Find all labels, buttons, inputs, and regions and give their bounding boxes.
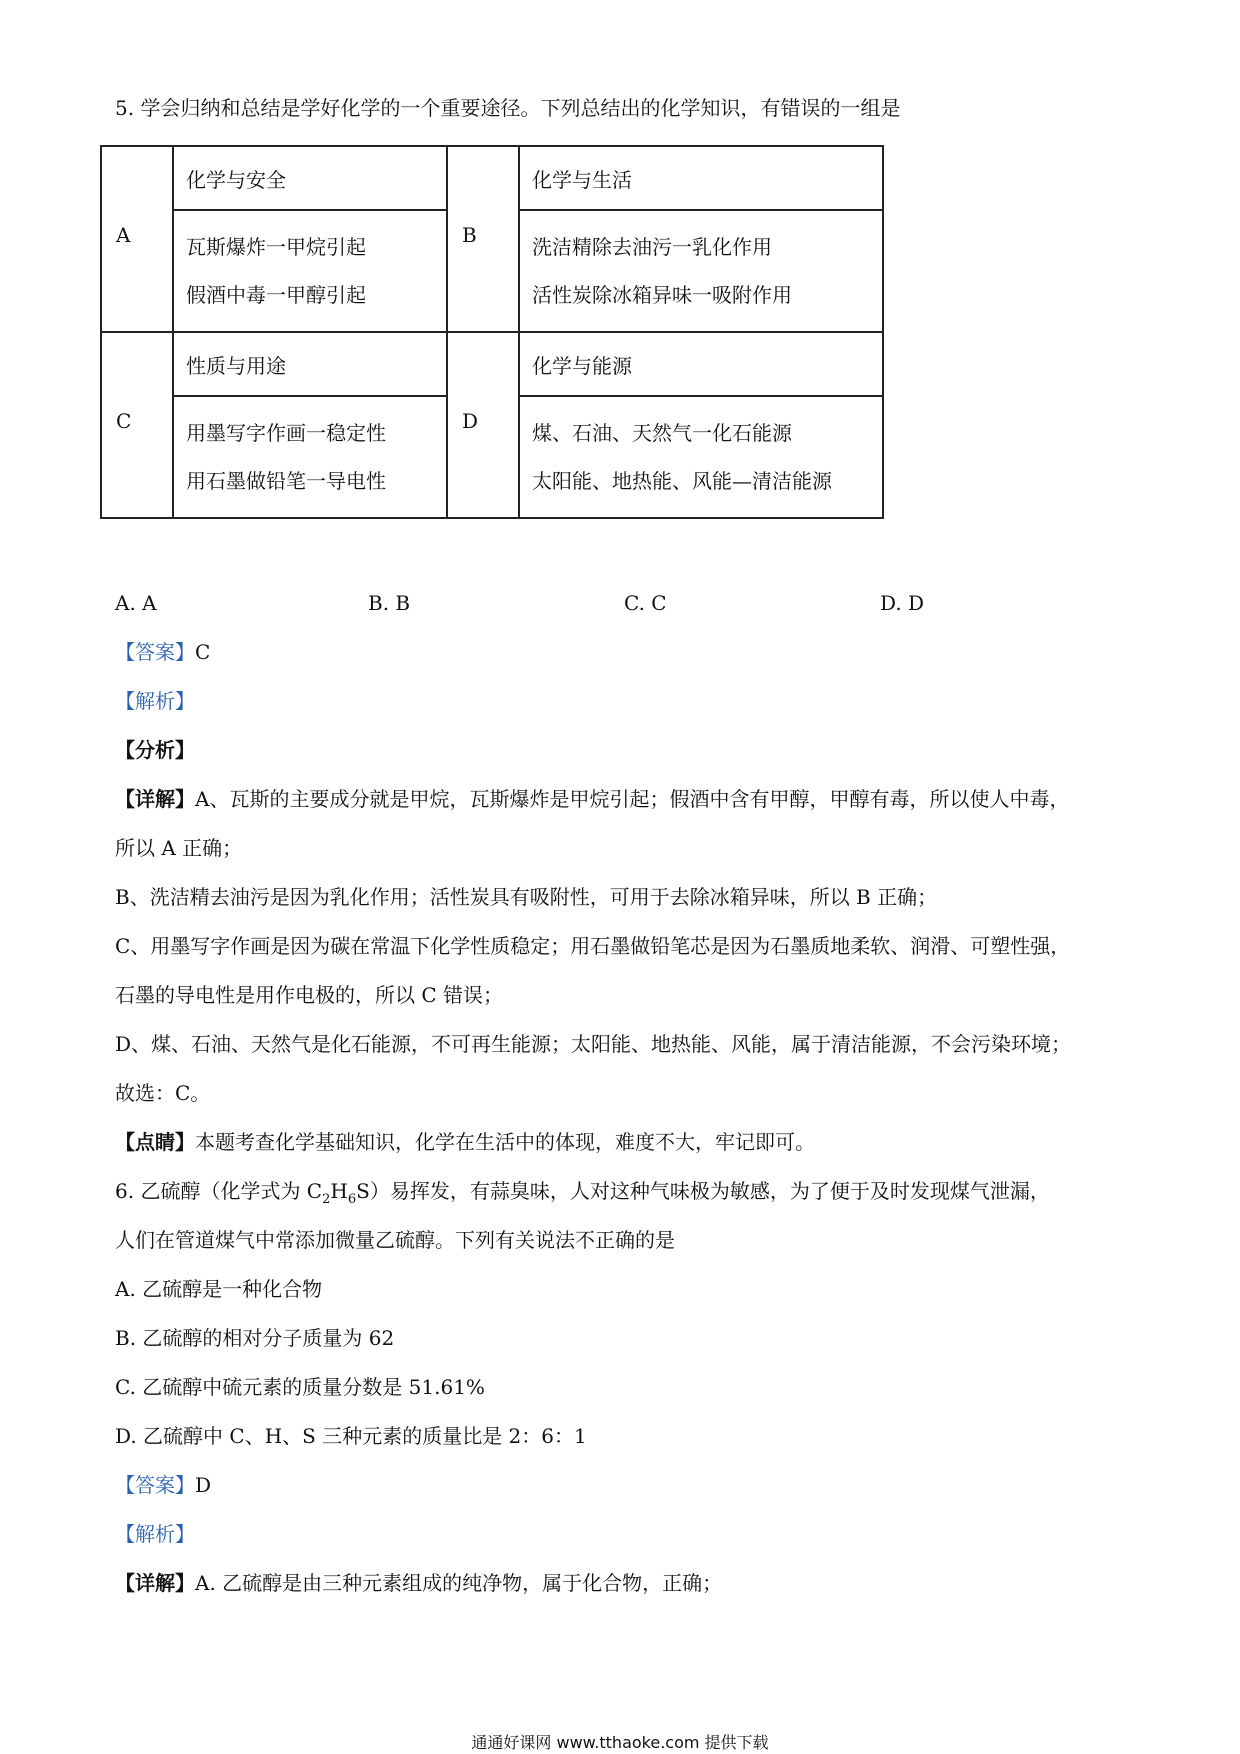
- q6-detail: 【详解】A. 乙硫醇是由三种元素组成的纯净物，属于化合物，正确；: [115, 1571, 723, 1595]
- q5-option-c: C. C: [624, 591, 667, 615]
- cell-body-c: 用墨写字作画一稳定性 用石墨做铅笔一导电性: [173, 396, 447, 518]
- cell-letter-d: D: [447, 332, 519, 518]
- cell-letter-b: B: [447, 146, 519, 332]
- q5-option-b: B. B: [368, 591, 411, 615]
- cell-letter-a: A: [101, 146, 173, 332]
- q5-analysis-tag: 【解析】: [115, 689, 195, 713]
- q5-detail-6: D、煤、石油、天然气是化石能源，不可再生能源；太阳能、地热能、风能，属于清洁能源，不会污染环境；: [115, 1032, 1072, 1056]
- q6-answer: 【答案】D: [115, 1473, 212, 1497]
- q6-option-b: B. 乙硫醇的相对分子质量为 62: [115, 1326, 395, 1350]
- q5-detail-3: B、洗洁精去油污是因为乳化作用；活性炭具有吸附性，可用于去除冰箱异味，所以 B 正确；: [115, 885, 938, 909]
- q5-stem: 5. 学会归纳和总结是学好化学的一个重要途径。下列总结出的化学知识，有错误的一组是: [115, 96, 901, 120]
- q5-table: [100, 145, 884, 519]
- q6-option-d: D. 乙硫醇中 C、H、S 三种元素的质量比是 2：6：1: [115, 1424, 587, 1448]
- q6-option-c: C. 乙硫醇中硫元素的质量分数是 51.61%: [115, 1375, 485, 1399]
- q5-answer: 【答案】C: [115, 640, 211, 664]
- cell-body-a: 瓦斯爆炸一甲烷引起 假酒中毒一甲醇引起: [173, 210, 447, 332]
- q6-analysis-tag: 【解析】: [115, 1522, 195, 1546]
- q5-fenxi-tag: 【分析】: [115, 738, 195, 762]
- cell-title-d: 化学与能源: [519, 332, 883, 396]
- cell-title-a: 化学与安全: [173, 146, 447, 210]
- cell-title-c: 性质与用途: [173, 332, 447, 396]
- cell-title-b: 化学与生活: [519, 146, 883, 210]
- cell-body-d: 煤、石油、天然气一化石能源 太阳能、地热能、风能—清洁能源: [519, 396, 883, 518]
- q6-stem-2: 人们在管道煤气中常添加微量乙硫醇。下列有关说法不正确的是: [115, 1228, 675, 1252]
- q5-detail-7: 故选：C。: [115, 1081, 211, 1105]
- q5-option-d: D. D: [880, 591, 925, 615]
- q5-detail-1: 【详解】A、瓦斯的主要成分就是甲烷，瓦斯爆炸是甲烷引起；假酒中含有甲醇，甲醇有毒，所以使人中毒，: [115, 787, 1070, 811]
- q5-detail-5: 石墨的导电性是用作电极的，所以 C 错误；: [115, 983, 504, 1007]
- q5-option-a: A. A: [115, 591, 157, 615]
- cell-body-b: 洗洁精除去油污一乳化作用 活性炭除冰箱异味一吸附作用: [519, 210, 883, 332]
- q6-option-a: A. 乙硫醇是一种化合物: [115, 1277, 323, 1301]
- cell-letter-c: C: [101, 332, 173, 518]
- q5-detail-2: 所以 A 正确；: [115, 836, 243, 860]
- q5-detail-4: C、用墨写字作画是因为碳在常温下化学性质稳定；用石墨做铅笔芯是因为石墨质地柔软、润滑、可塑性强，: [115, 934, 1071, 958]
- q5-dianjing: 【点睛】本题考查化学基础知识，化学在生活中的体现，难度不大，牢记即可。: [115, 1130, 815, 1154]
- q6-stem: 6. 乙硫醇（化学式为 $C_2H_6S$）易挥发，有蒜臭味，人对这种气味极为敏感，为了便于及时发现煤气泄漏，: [115, 1179, 1050, 1207]
- page-footer: 通通好课网 www.tthaoke.com 提供下载: [471, 1733, 769, 1752]
